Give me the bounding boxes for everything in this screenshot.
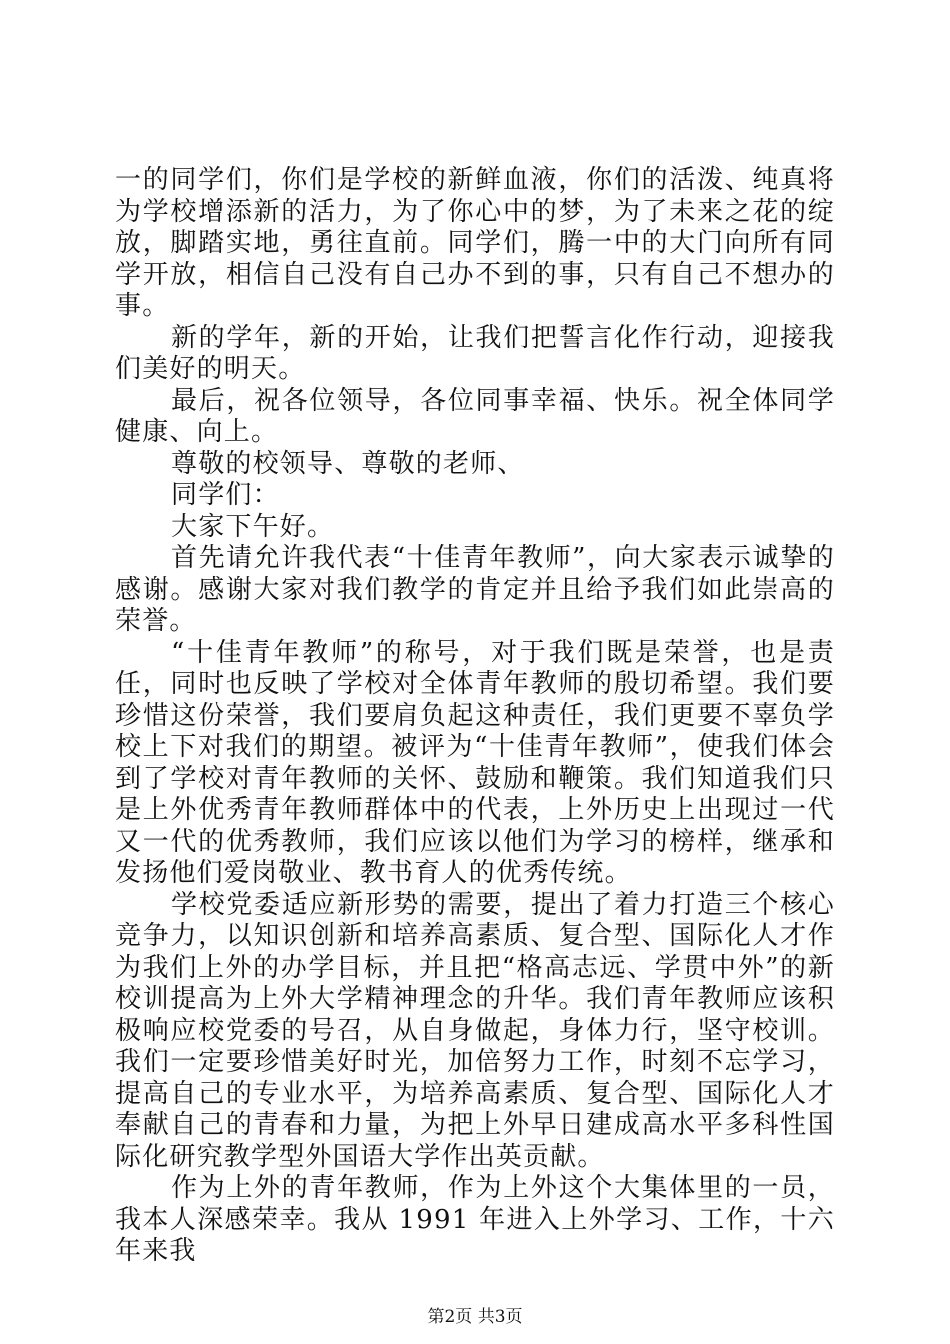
paragraph-3: 最后，祝各位领导，各位同事幸福、快乐。祝全体同学健康、向上。 <box>115 385 835 447</box>
paragraph-4: 尊敬的校领导、尊敬的老师、 <box>171 448 525 479</box>
paragraph-1: 一的同学们，你们是学校的新鲜血液，你们的活泼、纯真将为学校增添新的活力，为了你心中的梦，为了未来之花的绽放，脚踏实地，勇往直前。同学们，腾一中的大门向所有同学开放，相信自己没有自己办不到的事，只有自己不想办的事。 <box>115 165 835 321</box>
paragraph-10: 作为上外的青年教师，作为上外这个大集体里的一员，我本人深感荣幸。我从 1991 年进入上外学习、工作，十六年来我 <box>115 1173 835 1266</box>
page-footer: 第2页 共3页 <box>427 1307 523 1327</box>
paragraph-8: “十佳青年教师”的称号，对于我们既是荣誉，也是责任，同时也反映了学校对全体青年教师的殷切希望。我们要珍惜这份荣誉，我们要肩负起这种责任，我们更要不辜负学校上下对我们的期望。被评为“十佳青年教师”，使我们体会到了学校对青年教师的关怀、鼓励和鞭策。我们知道我们只是上外优秀青年教师群体中的代表，上外历史上出现过一代又一代的优秀教师，我们应该以他们为学习的榜样，继承和发扬他们爱岗敬业、教书育人的优秀传统。 <box>115 637 835 888</box>
paragraph-5: 同学们： <box>171 480 280 510</box>
paragraph-6: 大家下午好。 <box>171 511 335 542</box>
paragraph-2: 新的学年，新的开始，让我们把誓言化作行动，迎接我们美好的明天。 <box>115 322 835 384</box>
paragraph-9: 学校党委适应新形势的需要，提出了着力打造三个核心竞争力，以知识创新和培养高素质、复合型、国际化人才作为我们上外的办学目标，并且把“格高志远、学贯中外”的新校训提高为上外大学精神理念的升华。我们青年教师应该积极响应校党委的号召，从自身做起，身体力行，坚守校训。我们一定要珍惜美好时光，加倍努力工作，时刻不忘学习，提高自己的专业水平，为培养高素质、复合型、国际化人才奉献自己的青春和力量，为把上外早日建成高水平多科性国际化研究教学型外国语大学作出英贡献。 <box>115 889 835 1172</box>
document-body <box>115 165 835 1268</box>
paragraph-7: 首先请允许我代表“十佳青年教师”，向大家表示诚挚的感谢。感谢大家对我们教学的肯定并且给予我们如此崇高的荣誉。 <box>115 543 835 636</box>
